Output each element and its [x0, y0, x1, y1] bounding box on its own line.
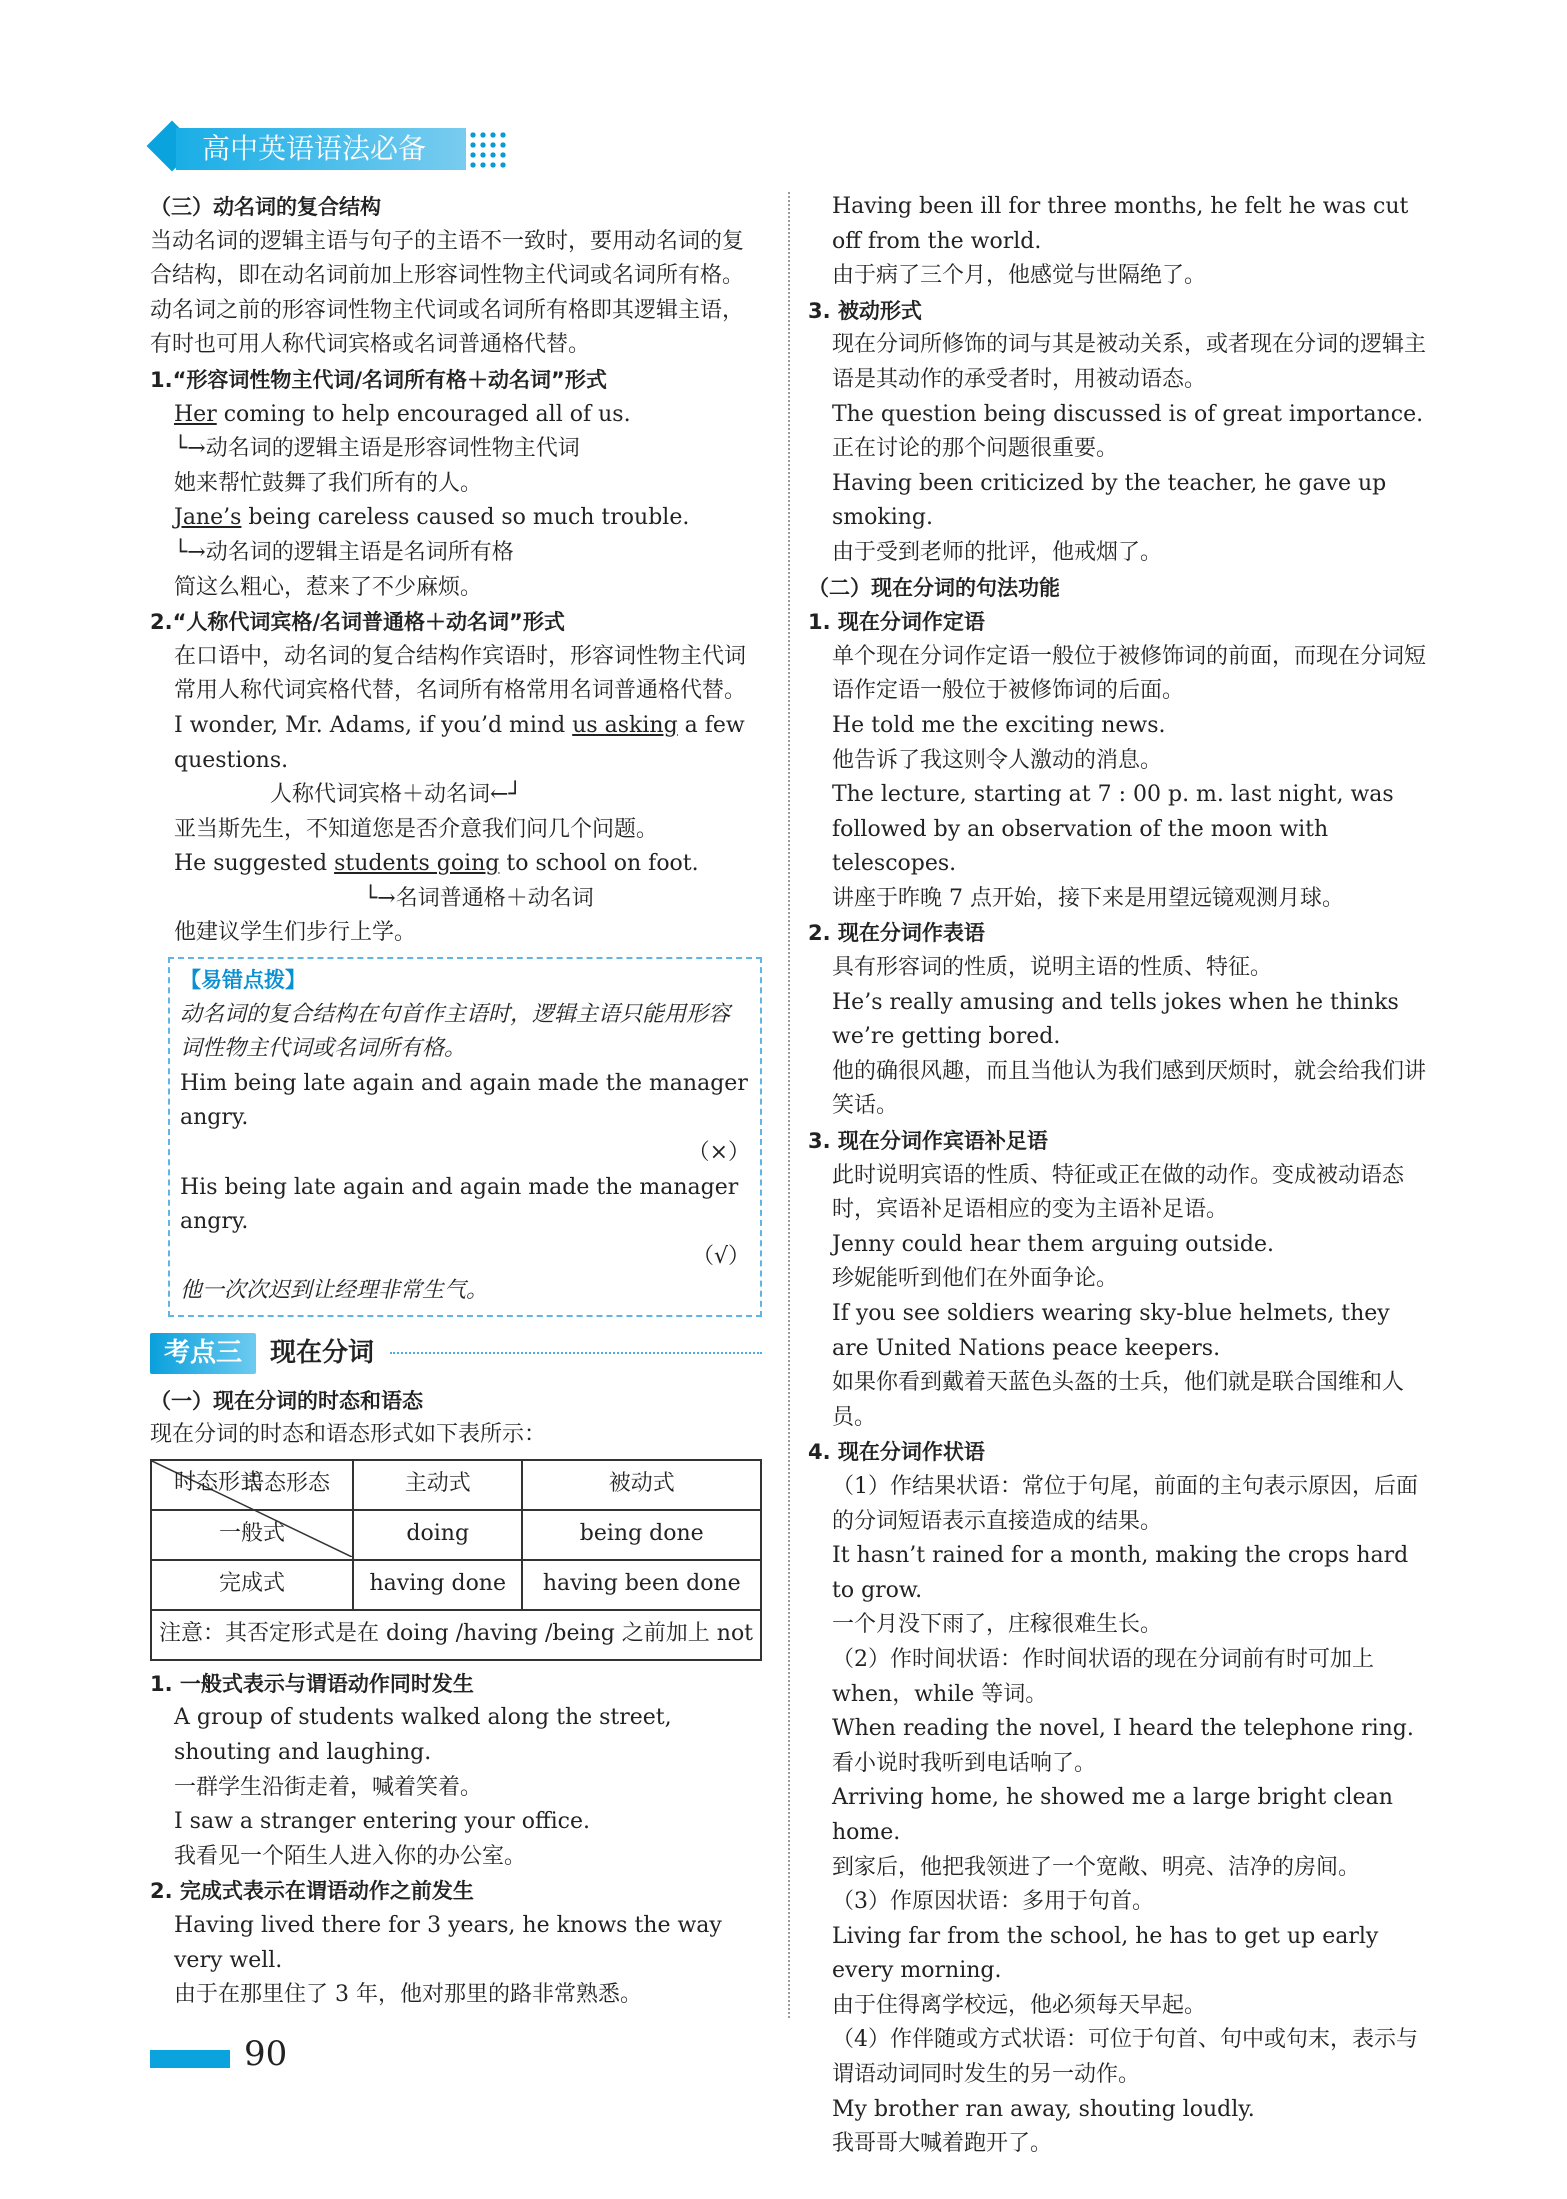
table-corner-cell: [151, 1460, 353, 1510]
error-tip-box: [168, 957, 762, 1317]
subsection-title: （三）动名词的复合结构: [150, 195, 381, 219]
example-translation: 如果你看到戴着天蓝色头盔的士兵，他们就是联合国维和人员。: [832, 1370, 1405, 1430]
footer-bar: [150, 2050, 230, 2068]
dotted-rule: [390, 1352, 762, 1354]
annotation-note: 人称代词宾格＋动名词←┘: [270, 782, 522, 808]
example-sentence: A group of students walked along the street, shouting and laughing.: [174, 1705, 672, 1765]
right-column: [808, 190, 1428, 2162]
table-cell: doing: [353, 1510, 522, 1560]
point-heading: 4. 现在分词作状语: [808, 1440, 985, 1465]
section-header: [150, 122, 500, 176]
left-column: [150, 190, 762, 2013]
tip-example: His being late again and again made the manager angry.: [180, 1174, 739, 1235]
point-heading: 2. 现在分词作表语: [808, 921, 985, 946]
table-row: [151, 1560, 761, 1610]
paragraph: （2）作时间状语：作时间状语的现在分词前有时可加上 when，while 等词。: [832, 1646, 1374, 1707]
example-sentence: He told me the exciting news.: [832, 712, 1166, 738]
example-translation: 他建议学生们步行上学。: [174, 920, 417, 946]
paragraph: （4）作伴随或方式状语：可位于句首、句中或句末，表示与谓语动词同时发生的另一动作。: [832, 2027, 1418, 2088]
tip-title: 【易错点拨】: [180, 968, 306, 993]
example-sentence: When reading the novel, I heard the telephone ring.: [832, 1716, 1414, 1742]
example-translation: 她来帮忙鼓舞了我们所有的人。: [174, 470, 483, 496]
example-sentence: The question being discussed is of great importance.: [832, 401, 1424, 427]
example-sentence: Having lived there for 3 years, he knows the way very well.: [174, 1912, 722, 1973]
tense-voice-table: [150, 1459, 762, 1661]
corner-top-label: 语态形态: [241, 1470, 330, 1496]
tip-mark-wrong: （×）: [687, 1140, 750, 1166]
column-divider: [788, 192, 790, 2018]
example-sentence: Her coming to help encouraged all of us.: [174, 401, 631, 427]
dots-pattern-icon: [468, 130, 508, 170]
example-translation: 由于在那里住了 3 年，他对那里的路非常熟悉。: [174, 1982, 642, 2008]
point-heading: 1. 现在分词作定语: [808, 610, 985, 635]
subsection-title: （二）现在分词的句法功能: [808, 575, 1060, 600]
table-cell: 一般式: [151, 1510, 353, 1560]
example-translation: 一个月没下雨了，庄稼很难生长。: [832, 1612, 1163, 1638]
example-sentence: He’s really amusing and tells jokes when he thinks we’re getting bored.: [832, 989, 1399, 1050]
point-heading: 1.“形容词性物主代词/名词所有格＋动名词”形式: [150, 367, 607, 392]
example-sentence: I wonder, Mr. Adams, if you’d mind us asking a few questions.: [174, 712, 745, 773]
paragraph: 当动名词的逻辑主语与句子的主语不一致时，要用动名词的复合结构，即在动名词前加上形容词性物主代词或名词所有格。动名词之前的形容词性物主代词或名词所有格即其逻辑主语，有时也可用人称代词宾格或名词普通格代替。: [150, 228, 745, 358]
example-translation: 一群学生沿街走着，喊着笑着。: [174, 1774, 483, 1800]
point-heading: 3. 现在分词作宾语补足语: [808, 1129, 1048, 1154]
table-header: 主动式: [353, 1460, 522, 1510]
paragraph: 单个现在分词作定语一般位于被修饰词的前面，而现在分词短语作定语一般位于被修饰词的后面。: [832, 643, 1427, 704]
example-sentence: Arriving home, he showed me a large bright clean home.: [832, 1785, 1393, 1845]
example-translation: 简这么粗心，惹来了不少麻烦。: [174, 574, 483, 600]
example-sentence: I saw a stranger entering your office.: [174, 1809, 591, 1835]
table-header: 被动式: [522, 1460, 761, 1510]
tip-example: Him being late again and again made the manager angry.: [180, 1070, 748, 1131]
paragraph: 此时说明宾语的性质、特征或正在做的动作。变成被动语态时，宾语补足语相应的变为主语补足语。: [832, 1162, 1405, 1223]
example-translation: 他告诉了我这则令人激动的消息。: [832, 747, 1163, 773]
example-translation: 我看见一个陌生人进入你的办公室。: [174, 1843, 527, 1869]
key-point-title: 现在分词: [270, 1338, 375, 1368]
point-heading: 2. 完成式表示在谓语动作之前发生: [150, 1879, 474, 1904]
example-sentence: Having been criticized by the teacher, he gave up smoking.: [832, 470, 1387, 531]
tip-text: 动名词的复合结构在句首作主语时，逻辑主语只能用形容词性物主代词或名词所有格。: [180, 1001, 731, 1062]
paragraph: （1）作结果状语：常位于句尾，前面的主句表示原因，后面的分词短语表示直接造成的结果。: [832, 1473, 1418, 1534]
example-translation: 我哥哥大喊着跑开了。: [832, 2131, 1053, 2157]
example-sentence: Jenny could hear them arguing outside.: [832, 1231, 1274, 1257]
point-heading: 1. 一般式表示与谓语动作同时发生: [150, 1671, 474, 1696]
example-translation: 由于受到老师的批评，他戒烟了。: [832, 539, 1163, 565]
example-sentence: It hasn’t rained for a month, making the crops hard to grow.: [832, 1543, 1409, 1603]
example-translation: 亚当斯先生，不知道您是否介意我们问几个问题。: [174, 816, 659, 842]
key-point-heading: [150, 1333, 762, 1374]
example-translation: 他的确很风趣，而且当他认为我们感到厌烦时，就会给我们讲笑话。: [832, 1058, 1427, 1119]
table-cell: 完成式: [151, 1560, 353, 1610]
paragraph: 在口语中，动名词的复合结构作宾语时，形容词性物主代词常用人称代词宾格代替，名词所有格常用名词普通格代替。: [174, 643, 747, 704]
example-translation: 看小说时我听到电话响了。: [832, 1750, 1097, 1776]
table-cell: having done: [353, 1560, 522, 1610]
example-translation: 由于住得离学校远，他必须每天早起。: [832, 1992, 1207, 2018]
paragraph: 具有形容词的性质，说明主语的性质、特征。: [832, 955, 1273, 981]
page-number: 90: [244, 2034, 288, 2074]
point-heading: 2.“人称代词宾格/名词普通格＋动名词”形式: [150, 610, 565, 635]
example-translation: 珍妮能听到他们在外面争论。: [832, 1266, 1119, 1292]
example-sentence: My brother ran away, shouting loudly.: [832, 2096, 1255, 2122]
subsection-title: （一）现在分词的时态和语态: [150, 1388, 423, 1413]
annotation-note: └→动名词的逻辑主语是形容词性物主代词: [174, 436, 580, 462]
table-cell: being done: [522, 1510, 761, 1560]
table-note: 注意：其否定形式是在 doing /having /being 之前加上 not: [151, 1610, 761, 1660]
example-translation: 到家后，他把我领进了一个宽敞、明亮、洁净的房间。: [832, 1854, 1361, 1880]
corner-bottom-label: 时态形式: [174, 1470, 263, 1496]
example-sentence: He suggested students going to school on foot.: [174, 851, 699, 877]
key-point-badge: 考点三: [150, 1333, 256, 1374]
example-translation: 讲座于昨晚 7 点开始，接下来是用望远镜观测月球。: [832, 885, 1344, 911]
example-sentence: The lecture, starting at 7 : 00 p. m. last night, was followed by an observation of the moon with telescopes.: [832, 782, 1394, 877]
tip-translation: 他一次次迟到让经理非常生气。: [180, 1278, 489, 1304]
paragraph: 现在分词的时态和语态形式如下表所示：: [150, 1422, 547, 1448]
example-sentence: Living far from the school, he has to get up early every morning.: [832, 1923, 1379, 1984]
tip-mark-right: （√）: [691, 1243, 750, 1269]
point-heading: 3. 被动形式: [808, 298, 922, 323]
table-cell: having been done: [522, 1560, 761, 1610]
header-title: 高中英语语法必备: [176, 128, 466, 170]
paragraph: 现在分词所修饰的词与其是被动关系，或者现在分词的逻辑主语是其动作的承受者时，用被动语态。: [832, 332, 1427, 392]
example-sentence: Having been ill for three months, he felt he was cut off from the world.: [832, 194, 1409, 254]
annotation-note: └→名词普通格＋动名词: [364, 885, 594, 911]
example-translation: 由于病了三个月，他感觉与世隔绝了。: [832, 263, 1207, 289]
annotation-note: └→动名词的逻辑主语是名词所有格: [174, 539, 514, 565]
example-sentence: If you see soldiers wearing sky-blue helmets, they are United Nations peace keepers.: [832, 1301, 1390, 1361]
paragraph: （3）作原因状语：多用于句首。: [832, 1889, 1154, 1915]
example-translation: 正在讨论的那个问题很重要。: [832, 436, 1119, 462]
example-sentence: Jane’s being careless caused so much trouble.: [174, 505, 690, 531]
